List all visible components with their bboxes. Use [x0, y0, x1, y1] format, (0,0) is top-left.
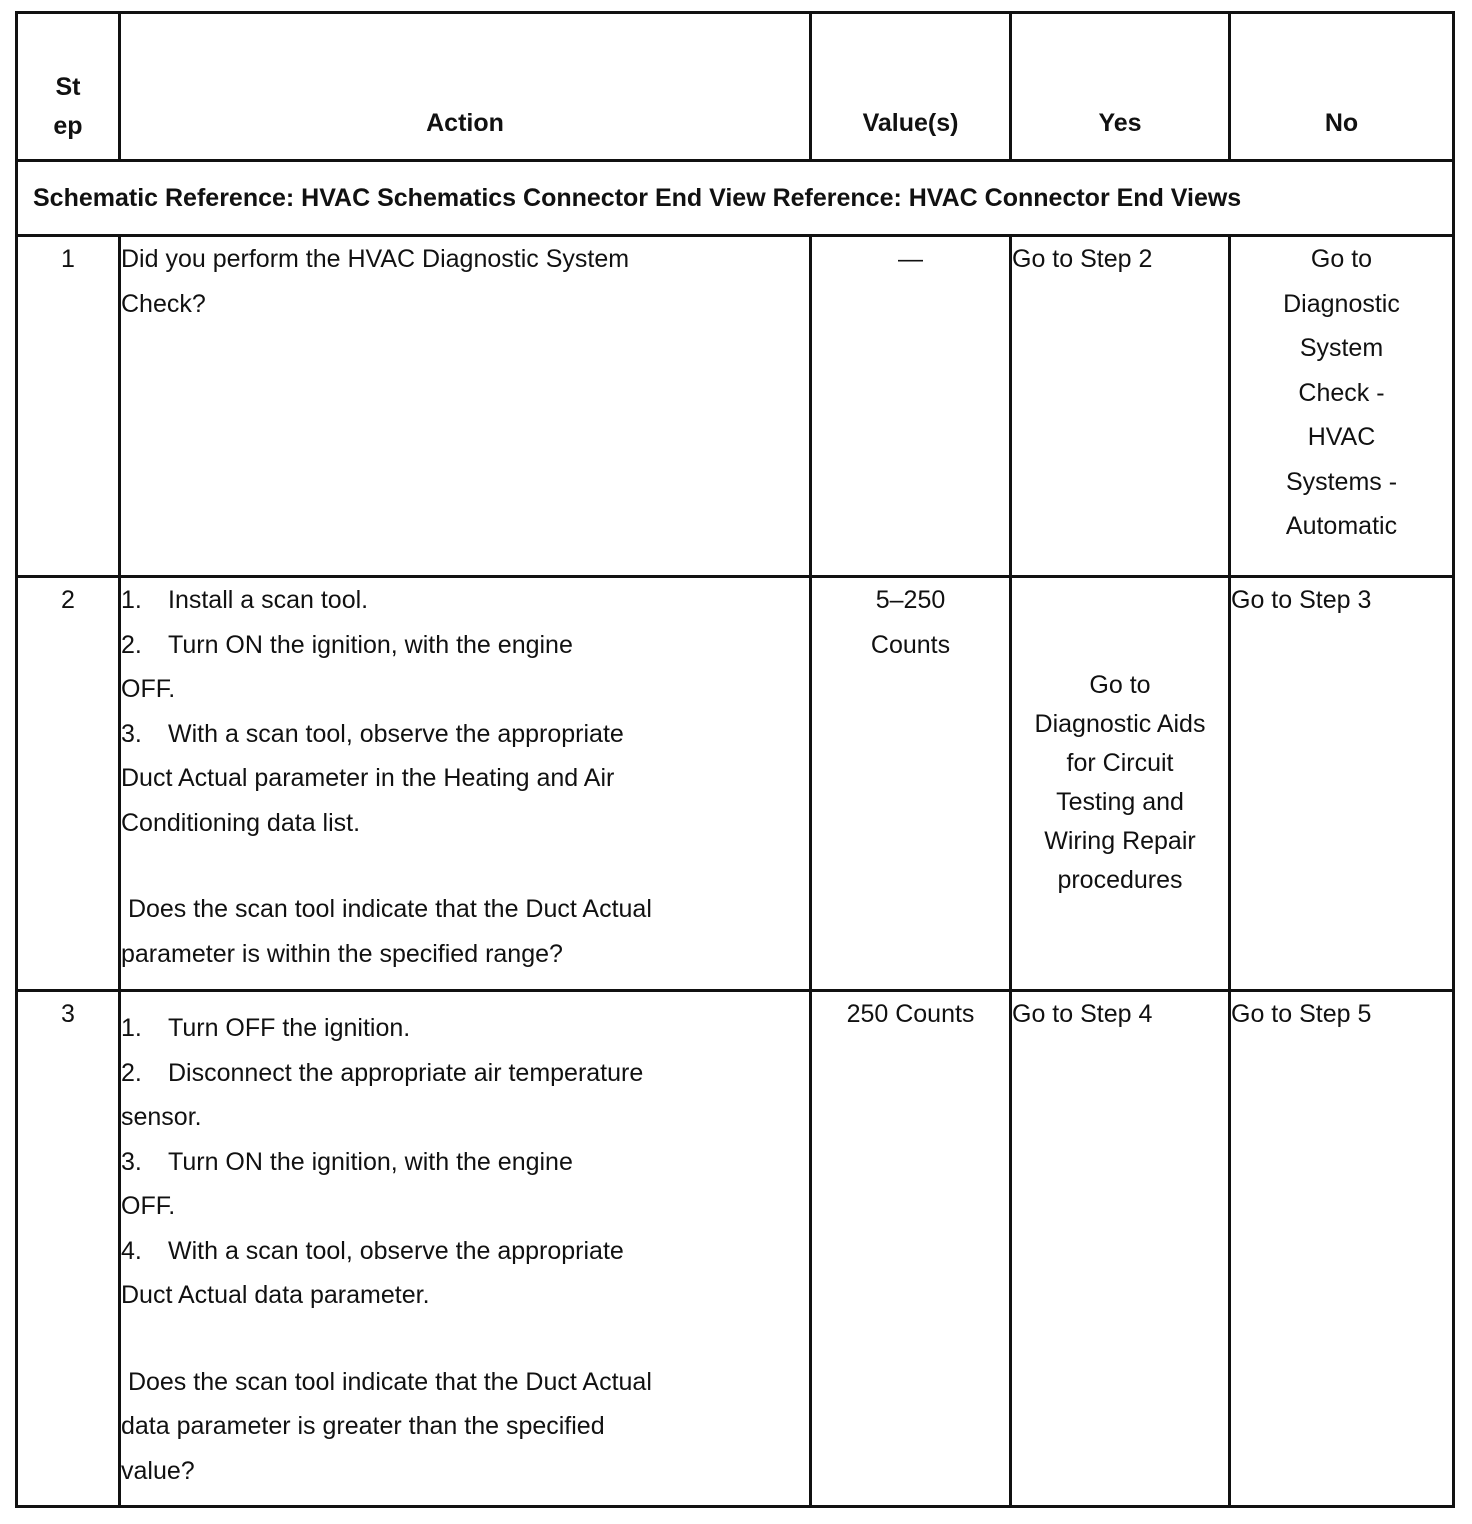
item-text: Turn ON the ignition, with the engine [168, 1147, 573, 1176]
header-step-line2: ep [53, 112, 83, 140]
question-line: data parameter is greater than the specified [121, 1412, 605, 1440]
yes-line: procedures [1057, 866, 1183, 894]
value-cell [811, 577, 1011, 991]
action-item [121, 1229, 809, 1274]
item-number: 1. [121, 586, 142, 614]
item-number: 3. [121, 719, 142, 748]
yes-line: Go to [1089, 671, 1151, 699]
step-number: 1 [17, 236, 120, 577]
action-item [121, 578, 809, 623]
action-line: Check? [121, 289, 206, 318]
question-line: Does the scan tool indicate that the Duct Actual [121, 1367, 652, 1396]
value-line: 5–250 [875, 586, 946, 614]
action-cell [120, 577, 811, 991]
yes-cell [1011, 577, 1230, 991]
item-number: 4. [121, 1236, 142, 1265]
table-row-step-1 [17, 236, 1454, 577]
question-line: value? [121, 1456, 195, 1485]
item-number: 2. [121, 630, 142, 659]
no-cell: Go to Step 3 [1230, 577, 1454, 991]
table-row-step-2 [17, 577, 1454, 991]
action-line: Did you perform the HVAC Diagnostic System [121, 245, 630, 273]
yes-cell: Go to Step 2 [1011, 236, 1230, 577]
item-continuation: Duct Actual data parameter. [121, 1281, 430, 1309]
header-step [17, 13, 120, 161]
item-continuation: Duct Actual parameter in the Heating and Air [121, 764, 615, 792]
item-text: Turn OFF the ignition. [168, 1014, 411, 1042]
action-item [121, 712, 809, 757]
action-cell [120, 236, 811, 577]
spacer [121, 845, 809, 887]
item-text: Turn ON the ignition, with the engine [168, 630, 573, 659]
item-text: Install a scan tool. [168, 586, 369, 614]
header-values: Value(s) [811, 13, 1011, 161]
item-number: 3. [121, 1147, 142, 1176]
header-action: Action [120, 13, 811, 161]
no-cell: Go to Step 5 [1230, 991, 1454, 1507]
header-yes: Yes [1011, 13, 1230, 161]
action-cell [120, 991, 811, 1507]
yes-line: Diagnostic Aids [1034, 710, 1206, 738]
yes-line: Testing and [1056, 788, 1184, 816]
item-number: 1. [121, 1014, 142, 1042]
question-line: Does the scan tool indicate that the Duct Actual [121, 895, 652, 923]
yes-line: for Circuit [1066, 749, 1174, 777]
no-cell [1230, 236, 1454, 577]
value-cell: 250 Counts [811, 991, 1011, 1507]
table-row-step-3 [17, 991, 1454, 1507]
reference-row [17, 161, 1454, 236]
yes-line: Wiring Repair [1044, 827, 1196, 855]
header-step-line1: St [55, 73, 81, 101]
no-line: Automatic [1285, 512, 1398, 540]
step-number: 3 [17, 991, 120, 1507]
no-line: Go to [1310, 245, 1373, 273]
item-continuation: OFF. [121, 675, 176, 703]
header-row [17, 13, 1454, 161]
action-item [121, 623, 809, 668]
no-line: Diagnostic [1283, 289, 1400, 318]
schematic-reference: Schematic Reference: HVAC Schematics Connector End View Reference: HVAC Connector End Views [17, 161, 1454, 236]
step-number: 2 [17, 577, 120, 991]
value-line: Counts [870, 630, 951, 659]
item-continuation: Conditioning data list. [121, 808, 361, 837]
spacer [121, 1318, 809, 1360]
value-cell: — [811, 236, 1011, 577]
no-line: HVAC [1307, 423, 1376, 451]
item-continuation: OFF. [121, 1192, 176, 1220]
item-text: With a scan tool, observe the appropriate [168, 1236, 624, 1265]
no-line: Systems - [1285, 467, 1398, 496]
header-no: No [1230, 13, 1454, 161]
no-line: Check - [1298, 378, 1385, 407]
item-number: 2. [121, 1058, 142, 1087]
diagnostic-table [15, 11, 1455, 1508]
action-item [121, 1140, 809, 1185]
item-text: Disconnect the appropriate air temperature [168, 1058, 644, 1087]
action-item [121, 1006, 809, 1051]
yes-cell: Go to Step 4 [1011, 991, 1230, 1507]
action-item [121, 1051, 809, 1096]
item-text: With a scan tool, observe the appropriate [168, 719, 624, 748]
question-line: parameter is within the specified range? [121, 939, 563, 968]
item-continuation: sensor. [121, 1103, 202, 1131]
no-line: System [1299, 334, 1384, 362]
